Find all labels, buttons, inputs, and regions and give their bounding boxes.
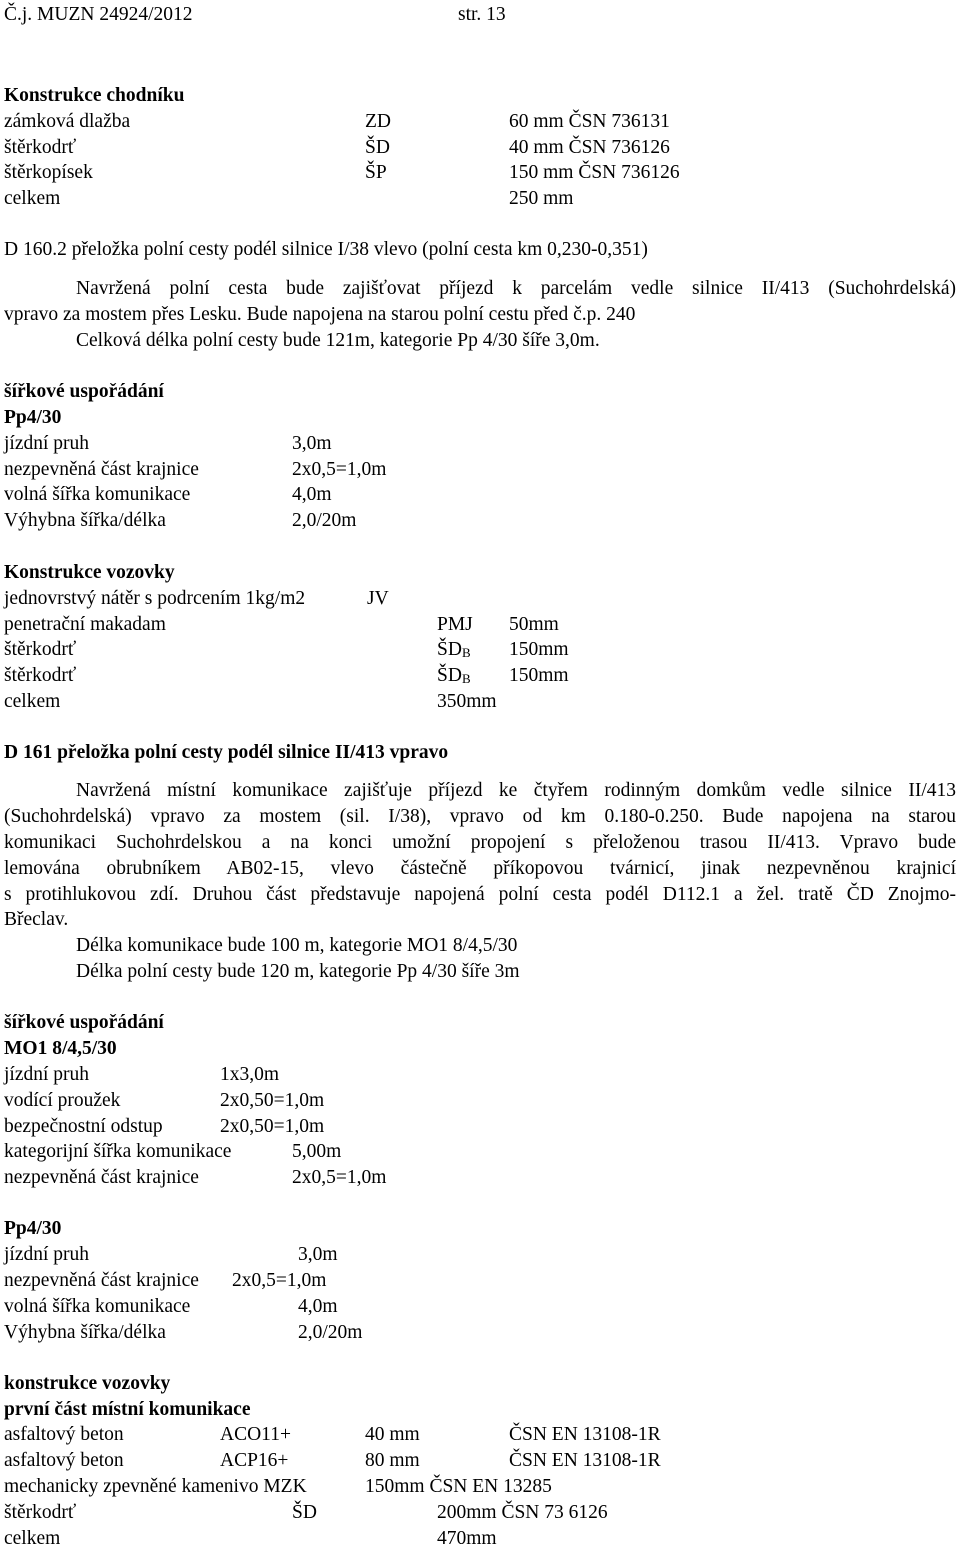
d161-pp-row-value: 2x0,5=1,0m bbox=[232, 1270, 327, 1291]
d161-vozovka-code: ACP16+ bbox=[220, 1450, 289, 1471]
d161-paragraph-line: lemována obrubníkem AB02-15, vlevo částečně příkopovou tvárnicí, jinak nezpevněnou krajnicí bbox=[4, 858, 956, 879]
d160-vozovka-total: 350mm bbox=[437, 691, 497, 712]
d161-length-line: Délka komunikace bude 100 m, kategorie MO1 8/4,5/30 bbox=[76, 935, 518, 956]
d161-vozovka-subtitle: první část místní komunikace bbox=[4, 1399, 251, 1420]
d161-vozovka-name: mechanicky zpevněné kamenivo MZK bbox=[4, 1476, 307, 1497]
d160-paragraph-line: vpravo za mostem přes Lesku. Bude napojena na starou polní cestu před č.p. 240 bbox=[4, 304, 636, 325]
d160-row-name: jízdní pruh bbox=[4, 433, 90, 454]
d161-vozovka-norm: ČSN EN 13108-1R bbox=[509, 1424, 661, 1445]
chodnik-row-name: štěrkopísek bbox=[4, 162, 93, 183]
chodnik-row-code: ŠD bbox=[365, 137, 390, 158]
d161-mo1-row-name: kategorijní šířka komunikace bbox=[4, 1141, 232, 1162]
chodnik-row-code: ZD bbox=[365, 111, 391, 132]
d161-vozovka-code: ACO11+ bbox=[220, 1424, 291, 1445]
d160-row-name: volná šířka komunikace bbox=[4, 484, 191, 505]
d161-vozovka-title: konstrukce vozovky bbox=[4, 1373, 171, 1394]
chodnik-row-name: štěrkodrť bbox=[4, 137, 77, 158]
d161-mo1-row-name: nezpevněná část krajnice bbox=[4, 1167, 199, 1188]
d160-row-name: Výhybna šířka/délka bbox=[4, 510, 166, 531]
d160-row-value: 4,0m bbox=[292, 484, 332, 505]
d161-pp-row-name: volná šířka komunikace bbox=[4, 1296, 191, 1317]
d161-vozovka-name: asfaltový beton bbox=[4, 1450, 124, 1471]
d161-pp-row-value: 2,0/20m bbox=[298, 1322, 363, 1343]
d161-pp-row-name: Výhybna šířka/délka bbox=[4, 1322, 166, 1343]
document-reference: Č.j. MUZN 24924/2012 bbox=[4, 4, 193, 25]
chodnik-title: Konstrukce chodníku bbox=[4, 85, 185, 106]
d161-mo1-row-value: 1x3,0m bbox=[220, 1064, 280, 1085]
d161-mo1-row-value: 2x0,5=1,0m bbox=[292, 1167, 387, 1188]
chodnik-row-value: 60 mm ČSN 736131 bbox=[509, 111, 670, 132]
d161-pp-title: Pp4/30 bbox=[4, 1218, 62, 1239]
d160-vozovka-value: 150mm bbox=[509, 639, 569, 660]
d161-mo1-row-value: 2x0,50=1,0m bbox=[220, 1090, 325, 1111]
d160-row-value: 2,0/20m bbox=[292, 510, 357, 531]
chodnik-row-name: zámková dlažba bbox=[4, 111, 131, 132]
d161-vozovka-name: celkem bbox=[4, 1528, 61, 1549]
d160-category: Pp4/30 bbox=[4, 407, 62, 428]
d160-usporadani-title: šířkové uspořádání bbox=[4, 381, 164, 402]
d161-pp-row-name: jízdní pruh bbox=[4, 1244, 90, 1265]
d160-vozovka-code bbox=[437, 637, 471, 663]
d160-vozovka-value: 150mm bbox=[509, 665, 569, 686]
d161-pp-row-value: 3,0m bbox=[298, 1244, 338, 1265]
d160-row-value: 3,0m bbox=[292, 433, 332, 454]
d160-vozovka-name: celkem bbox=[4, 691, 61, 712]
code-subscript: B bbox=[461, 671, 471, 686]
d160-vozovka-name: penetrační makadam bbox=[4, 614, 166, 635]
d161-vozovka-norm: ČSN EN 13108-1R bbox=[509, 1450, 661, 1471]
chodnik-row-value: 250 mm bbox=[509, 188, 574, 209]
d161-paragraph-line: komunikaci Suchohrdelskou a na konci umožní propojení s přeloženou trasou II/413. Vpravo bude bbox=[4, 832, 956, 853]
d161-vozovka-thickness: 150mm ČSN EN 13285 bbox=[365, 1476, 552, 1497]
d160-vozovka-name: štěrkodrť bbox=[4, 665, 77, 686]
d160-heading: D 160.2 přeložka polní cesty podél silnice I/38 vlevo (polní cesta km 0,230-0,351) bbox=[4, 239, 648, 260]
chodnik-row-value: 150 mm ČSN 736126 bbox=[509, 162, 680, 183]
d161-vozovka-name: asfaltový beton bbox=[4, 1424, 124, 1445]
d160-vozovka-name: jednovrstvý nátěr s podrcením 1kg/m2 bbox=[4, 588, 306, 609]
d161-vozovka-thickness: 40 mm bbox=[365, 1424, 420, 1445]
d160-vozovka-code: PMJ bbox=[437, 614, 473, 635]
d161-paragraph-line: Břeclav. bbox=[4, 909, 69, 930]
d160-vozovka-value: 50mm bbox=[509, 614, 559, 635]
d161-paragraph-line: Navržená místní komunikace zajišťuje příjezd ke čtyřem rodinným domkům vedle silnice II/413 bbox=[76, 780, 956, 801]
d161-mo1-row-name: jízdní pruh bbox=[4, 1064, 90, 1085]
d160-row-name: nezpevněná část krajnice bbox=[4, 459, 199, 480]
chodnik-row-value: 40 mm ČSN 736126 bbox=[509, 137, 670, 158]
d161-mo1-row-value: 5,00m bbox=[292, 1141, 342, 1162]
d160-vozovka-code: JV bbox=[367, 588, 389, 609]
d161-usporadani-title: šířkové uspořádání bbox=[4, 1012, 164, 1033]
d161-mo1-title: MO1 8/4,5/30 bbox=[4, 1038, 117, 1059]
d161-paragraph-line: (Suchohrdelská) vpravo za mostem (sil. I/38), vpravo od km 0.180-0.250. Bude napojena na starou bbox=[4, 806, 956, 827]
d161-pp-row-value: 4,0m bbox=[298, 1296, 338, 1317]
d160-row-value: 2x0,5=1,0m bbox=[292, 459, 387, 480]
code-text: ŠD bbox=[437, 665, 462, 686]
d160-paragraph-line: Navržená polní cesta bude zajišťovat příjezd k parcelám vedle silnice II/413 (Suchohrdelská) bbox=[76, 278, 956, 299]
page-number: str. 13 bbox=[458, 4, 506, 25]
d161-mo1-row-name: bezpečnostní odstup bbox=[4, 1116, 163, 1137]
d161-vozovka-name: štěrkodrť bbox=[4, 1502, 77, 1523]
d160-vozovka-code bbox=[437, 663, 471, 689]
chodnik-row-name: celkem bbox=[4, 188, 61, 209]
d160-vozovka-title: Konstrukce vozovky bbox=[4, 562, 175, 583]
d161-vozovka-code: ŠD bbox=[292, 1502, 317, 1523]
code-subscript: B bbox=[461, 645, 471, 660]
d161-vozovka-total: 470mm bbox=[437, 1528, 497, 1549]
d161-length-line: Délka polní cesty bude 120 m, kategorie Pp 4/30 šíře 3m bbox=[76, 961, 520, 982]
d161-vozovka-thickness: 80 mm bbox=[365, 1450, 420, 1471]
d160-paragraph-line: Celková délka polní cesty bude 121m, kategorie Pp 4/30 šíře 3,0m. bbox=[76, 330, 600, 351]
chodnik-row-code: ŠP bbox=[365, 162, 387, 183]
code-text: ŠD bbox=[437, 639, 462, 660]
d161-pp-row-name: nezpevněná část krajnice bbox=[4, 1270, 199, 1291]
d161-mo1-row-value: 2x0,50=1,0m bbox=[220, 1116, 325, 1137]
d161-vozovka-thickness: 200mm ČSN 73 6126 bbox=[437, 1502, 608, 1523]
d161-heading: D 161 přeložka polní cesty podél silnice II/413 vpravo bbox=[4, 742, 449, 763]
d161-mo1-row-name: vodící proužek bbox=[4, 1090, 121, 1111]
d160-vozovka-name: štěrkodrť bbox=[4, 639, 77, 660]
d161-paragraph-line: s protihlukovou zdí. Druhou část představuje napojená polní cesta podél D112.1 a žel. tratě ČD Znojmo- bbox=[4, 884, 956, 905]
